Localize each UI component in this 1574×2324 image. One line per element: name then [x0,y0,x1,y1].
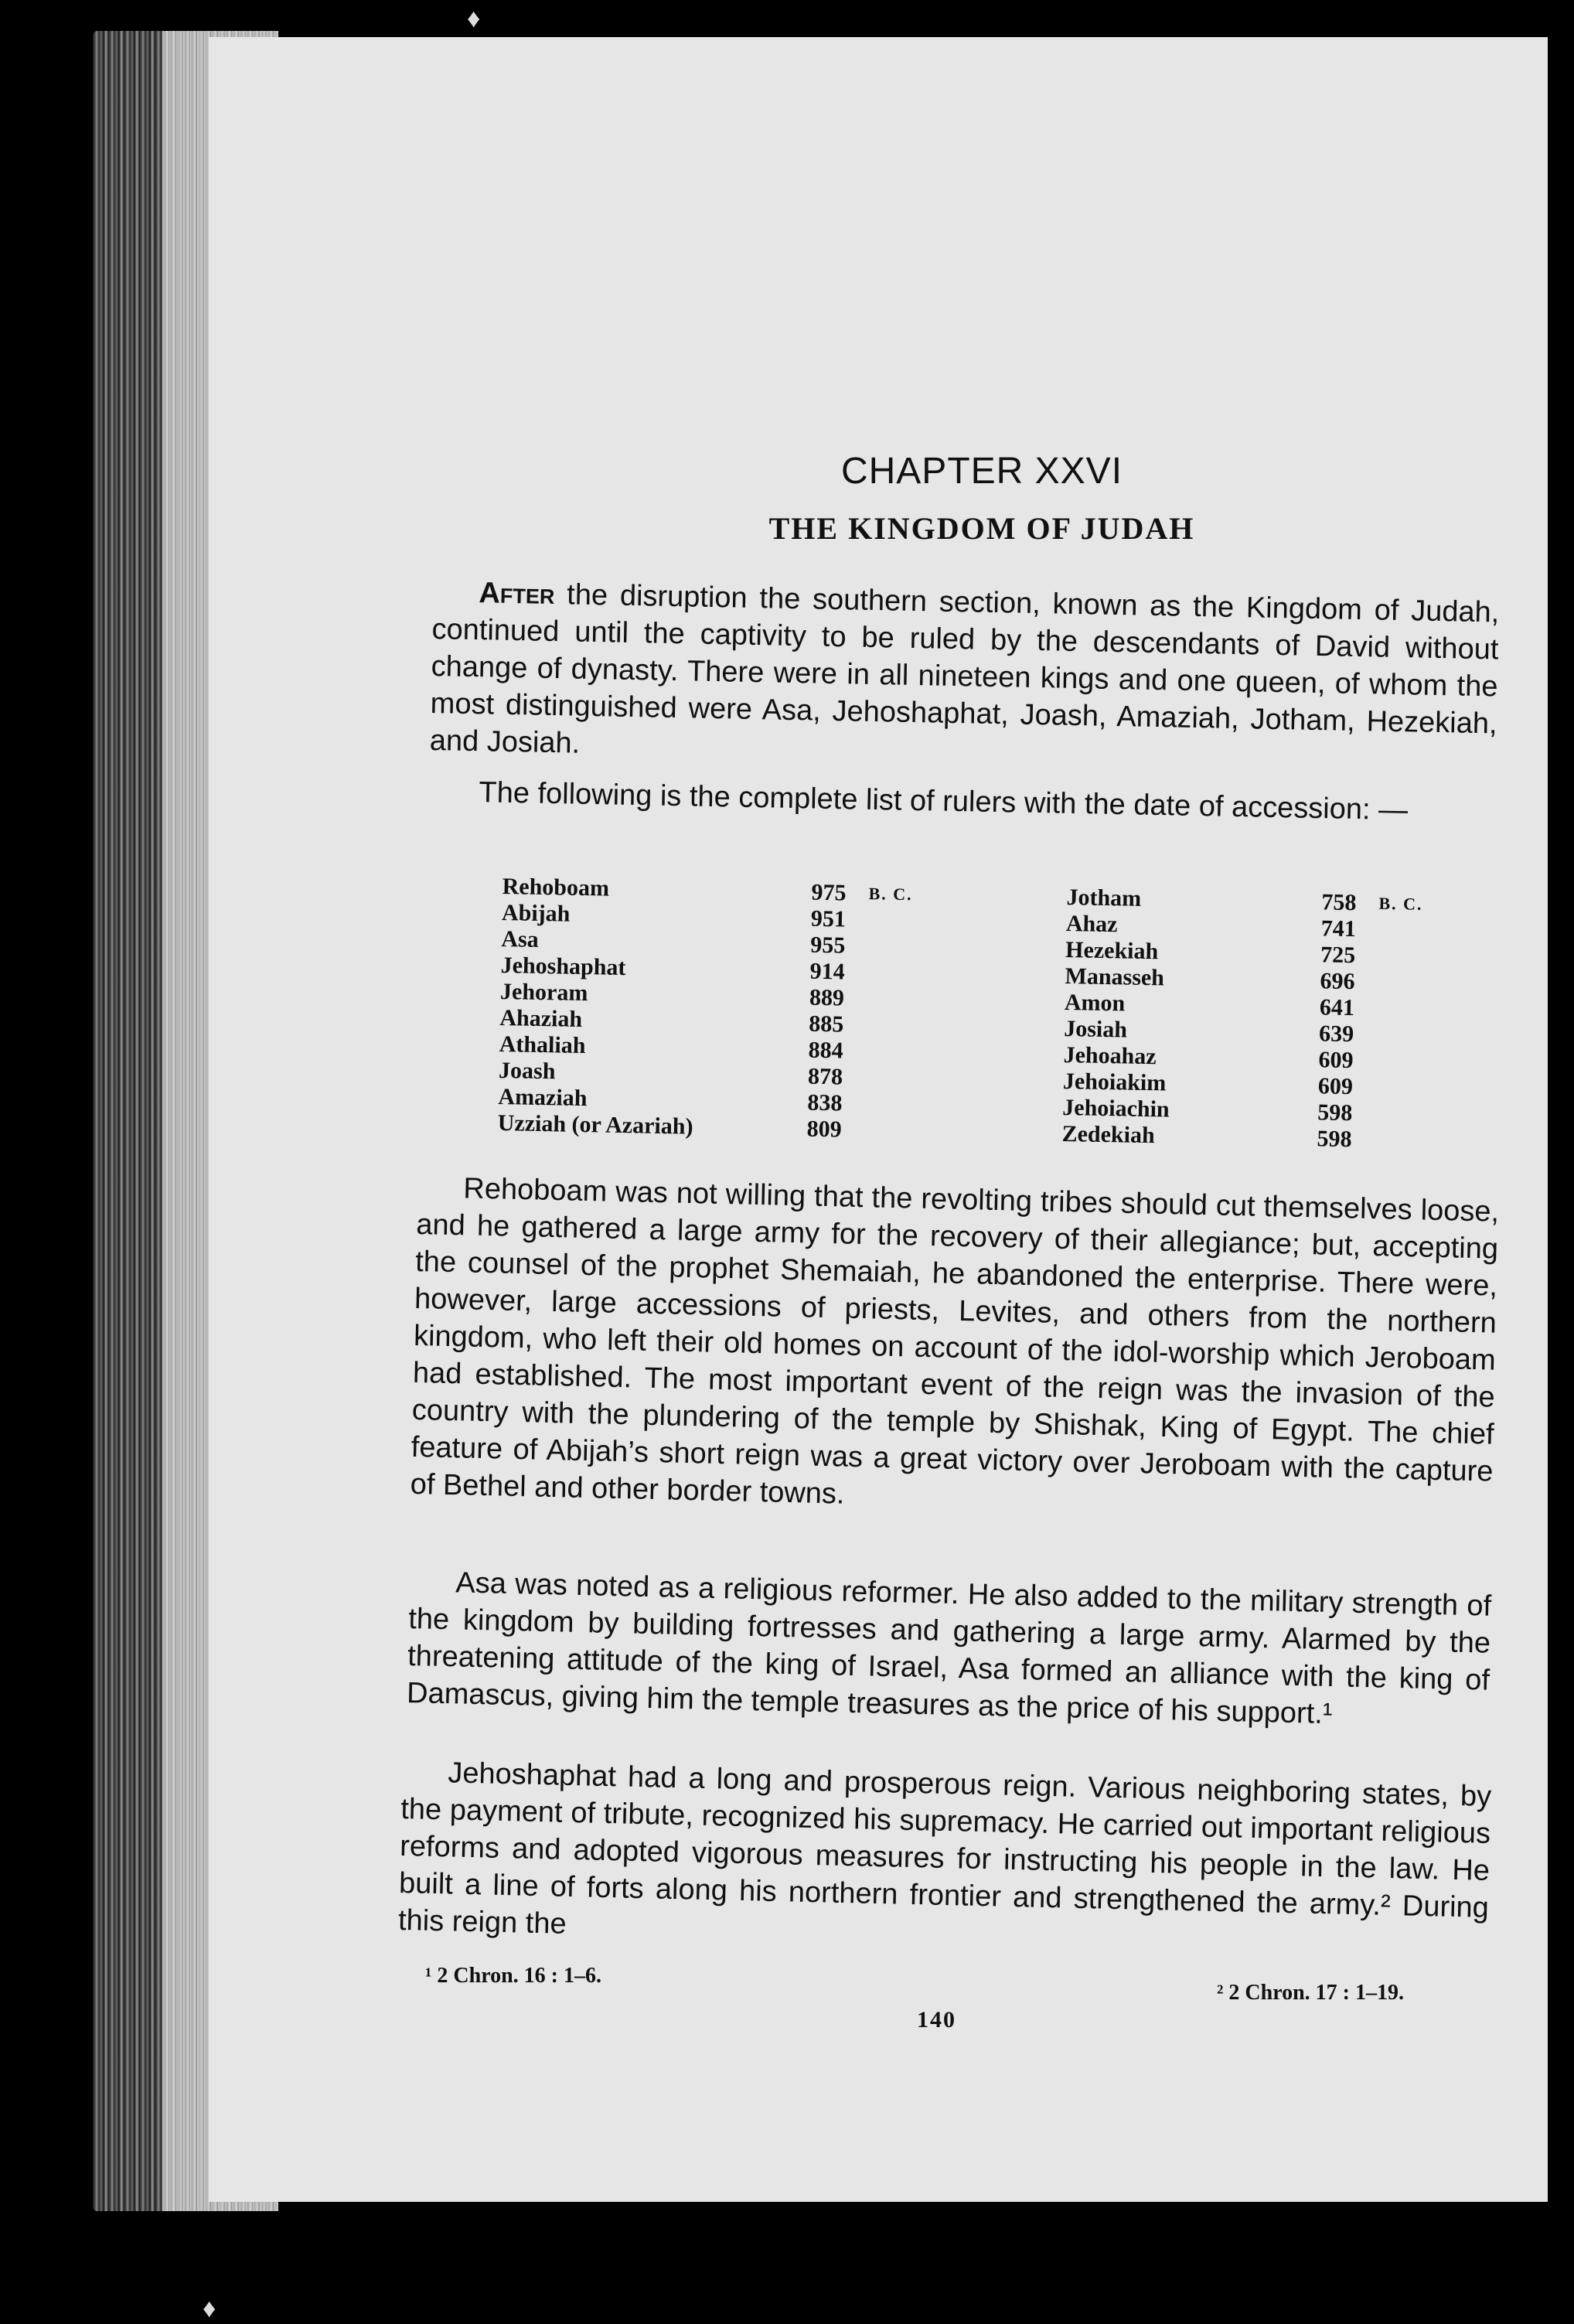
ruler-year: 725 [1320,942,1356,969]
era-label: B. C. [868,884,913,905]
paragraph-rehoboam: Rehoboam was not willing that the revolting tribes should cut themselves loose, and he gathered a large army for the recovery of their allegiance; but, accepting the counsel of the prophet Shemaiah, he abandoned the enterprise. There were, however, large accessions of priests, Levites, and others from the northern kingdom, who left their old homes on account of the idol-worship which Jeroboam had established. The most important event of the reign was the invasion of the country with the plundering of the temple by Shishak, King of Egypt. The chief feature of Abijah’s short reign was a great victory over Jeroboam with the capture of Bethel and other border towns. [410,1172,1500,1511]
ruler-name: Abijah [501,899,571,927]
scan-mark-top-icon: ♦ [467,5,481,33]
page-number: 140 [917,2007,956,2033]
ruler-name: Jehoahaz [1063,1041,1157,1070]
paragraph-list-intro: The following is the complete list of rulers with the date of accession: — [479,776,1409,827]
ruler-year: 838 [807,1089,843,1116]
ruler-name: Jehoshaphat [500,952,626,981]
ruler-name: Josiah [1063,1015,1128,1043]
ruler-name: Jehoram [499,978,588,1007]
scan-mark-bottom-icon: ♦ [203,2295,216,2323]
paragraph-jehoshaphat: Jehoshaphat had a long and prosperous reign. Various neighboring states, by the payment of tribute, recognized his supremacy. He carried out important religious reforms and adopted vigorous measures for instructing his people in the law. He built a line of forts along his northern frontier and strengthened the army.² During this reign the [397,1757,1492,1941]
chapter-number: CHAPTER XXVI [840,451,1123,492]
ruler-name: Ahaziah [499,1004,583,1033]
ruler-year: 741 [1320,915,1357,942]
rulers-column-left [497,874,935,1145]
ruler-name: Jehoiakim [1062,1068,1167,1096]
paragraph-intro-text: the disruption the southern section, known as the Kingdom of Judah, continued until the captivity to be ruled by the descendants of David without change of dynasty. There were in all nineteen kings and one queen, of whom the most distinguished were Asa, Jehoshaphat, Joash, Amaziah, Jotham, Hezekiah, and Josiah. [429,578,1500,760]
footnote-2: ² 2 Chron. 17 : 1–19. [1217,1981,1405,2005]
ruler-year: 639 [1318,1021,1354,1048]
ruler-name: Zedekiah [1061,1120,1156,1149]
ruler-name: Jehoiachin [1062,1094,1170,1123]
ruler-name: Uzziah (or Azariah) [497,1109,693,1140]
rulers-table [497,874,1453,1186]
ruler-name: Manasseh [1065,963,1165,991]
ruler-name: Joash [498,1057,556,1085]
ruler-year: 696 [1320,968,1355,995]
ruler-year: 878 [807,1063,843,1090]
ruler-year: 641 [1319,994,1355,1021]
ruler-name: Jotham [1066,884,1142,912]
lead-word: After [479,577,555,612]
ruler-name: Hezekiah [1065,937,1159,965]
ruler-name: Athaliah [499,1031,586,1059]
paragraph-asa: Asa was noted as a religious reformer. He also added to the military strength of the kingdom by building fortresses and gathering a large army. Alarmed by the threatening attitude of the king of Israel, Asa formed an alliance with the king of Damascus, giving him the temple treasures as the price of his support.¹ [406,1566,1492,1731]
ruler-year: 914 [809,958,845,985]
ruler-year: 975 [811,879,847,906]
ruler-year: 809 [806,1116,843,1143]
ruler-name: Ahaz [1065,911,1118,938]
ruler-year: 598 [1317,1126,1352,1153]
ruler-year: 889 [809,984,845,1011]
rulers-column-right [1061,884,1453,1155]
ruler-year: 955 [809,932,846,959]
ruler-year: 609 [1317,1073,1354,1100]
ruler-name: Asa [501,925,540,952]
ruler-name: Amon [1064,989,1126,1017]
ruler-year: 884 [808,1037,844,1064]
ruler-year: 758 [1321,889,1357,916]
paragraph-intro [429,574,1499,779]
chapter-title: THE KINGDOM OF JUDAH [768,511,1195,546]
ruler-year: 951 [810,905,847,932]
ruler-name: Rehoboam [502,874,610,901]
ruler-year: 609 [1318,1047,1354,1074]
era-label: B. C. [1378,893,1423,914]
footnote-1: ¹ 2 Chron. 16 : 1–6. [425,1964,602,1988]
ruler-year: 598 [1317,1099,1353,1126]
ruler-name: Amaziah [498,1083,588,1112]
ruler-year: 885 [809,1010,844,1038]
